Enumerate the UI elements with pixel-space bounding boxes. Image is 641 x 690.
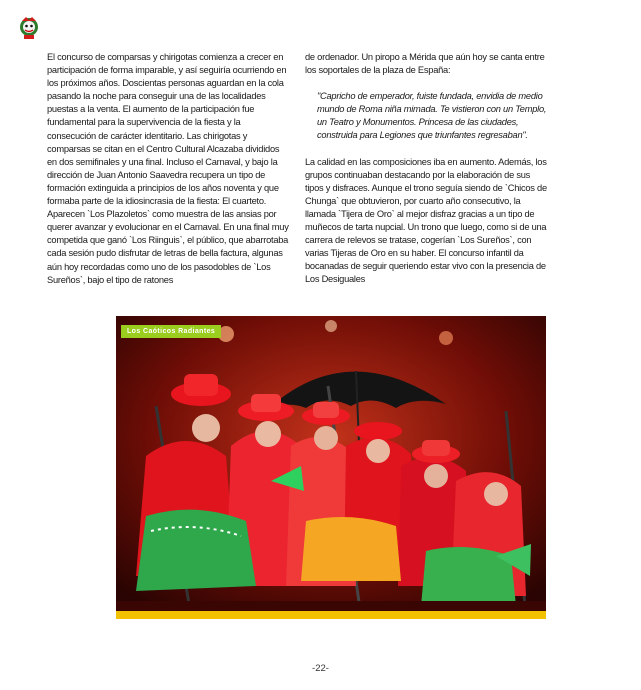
paragraph: de ordenador. Un piropo a Mérida que aún hoy se canta entre los soportales de la plaza de España: [305, 52, 545, 76]
paragraph: La calidad en las composiciones iba en aumento. Además, los grupos continuaban destacando por la elaboración de sus tipos y disfraces. Aunque el trono seguía siendo de `Chicos de Chunga` que obtuvieron, por cuarto año consecutivo, la llamada `Tijera de Oro` al mejor disfraz gracias a un tipo de muñecos de tarta nupcial. Un trono que luego, como si de una carrera de relevos se tratase, cogerían `Los Sureños`, con varias Tijeras de Oro en su haber. El concurso infantil da bocanadas de seguir queriendo estar vivo con la presencia de Los Desiguales [305, 156, 547, 285]
left-text-column [47, 51, 291, 300]
page-number: -22- [312, 663, 329, 674]
photo-illustration [116, 316, 546, 619]
pasodoble-quote: "Capricho de emperador, fuiste fundada, envidia de medio mundo de Roma niña mimada. Te vistieron con un Templo, un Teatro y Monumentos. Princesa de las ciudades, construida para Legiones que triunfantes regresaban". [317, 91, 547, 141]
right-text-column [305, 51, 549, 300]
carnival-logo-icon [18, 16, 40, 40]
carnival-group-photo [116, 316, 546, 619]
paragraph: El concurso de comparsas y chirigotas comienza a crecer en participación de forma imparable, y así seguiría ocurriendo en los próximos años. Doscientas personas aguardan en la cola pasando la noche para conseguir una de las localidades puestas a la venta. El aumento de la participación fue fundamental para la supervivencia de la fiesta y la consecución de carácter identitario. Las chirigotas y comparsas se citan en el Centro Cultural Alcazaba divididos en dos semifinales y una final. Incluso el Carnaval, y bajo la dirección de Juan Antonio Saavedra recupera un tipo de formación extinguida a principios de los años noventa y que formaba parte de la idiosincrasia de la fiesta: El cuarteto. Aparecen `Los Plazoletos` como muestra de las ansias por querer avanzar y evolucionar en el Carnaval. En una final muy competida que ganó `Los Riinguis`, el público, que abarrotaba cada sesión pudo disfrutar de letras de bella factura, algunas aún hoy recordadas como uno de los pasodobles de `Los Sureños`, bajo el tipo de ratones [47, 52, 289, 285]
photo-bottom-bar [116, 611, 546, 619]
photo-caption-badge: Los Caóticos Radiantes [121, 325, 221, 338]
